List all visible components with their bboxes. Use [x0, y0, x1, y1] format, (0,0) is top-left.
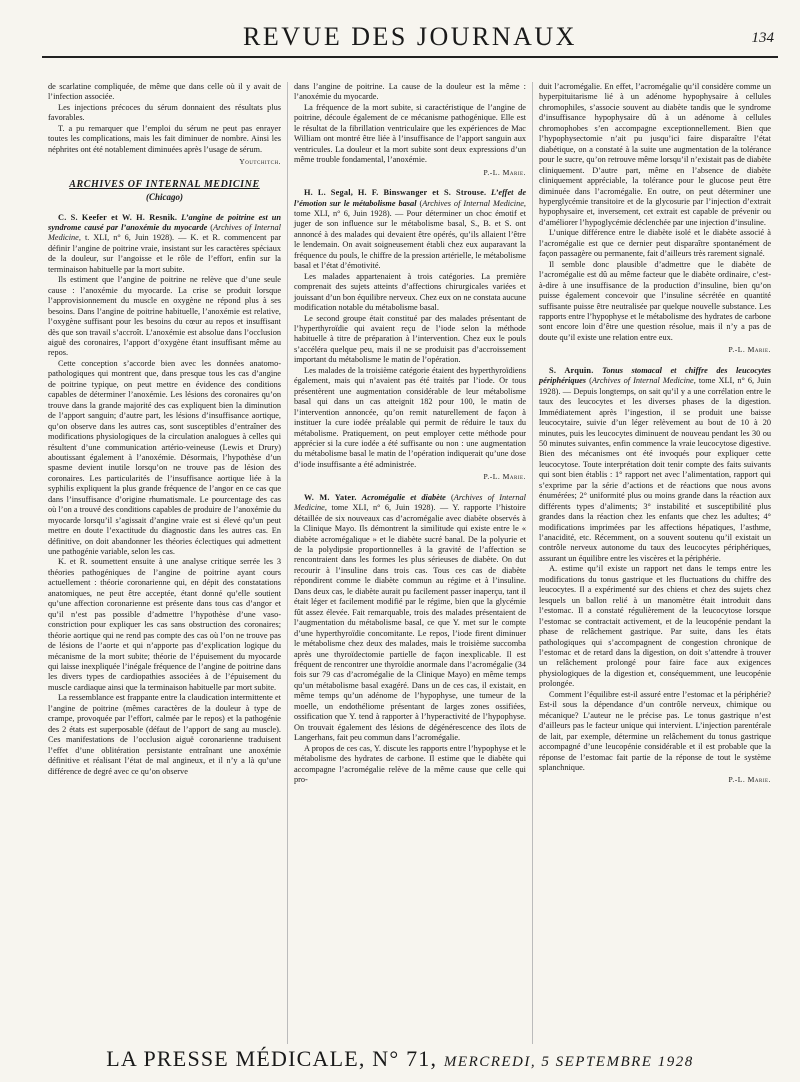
footer-date: MERCREDI, 5 SEPTEMBRE 1928 [443, 1054, 694, 1070]
paragraph: A. estime qu’il existe un rapport net dans le temps entre les modifications du tonus gastrique et les fluctuations du chiffre des leucocytes. Il a expérimenté sur des chiens et chez des sujets chez lesquels un ballon relié à un manomètre était introduit dans l’estomac. Il a constaté régulièrement de la leucocytose lorsque l’estomac se contractait activement, et de la leucopénie pendant la phase de relâchement gastrique. Par suite, dans les états pathologiques qui s’accompagnent de congestion chronique de l’estomac et de retard dans la digestion, on doit s’attendre à trouver un relâchement prolongé pour faire face aux exigences physiologiques de la digestion et, conséquemment, une leucopénie prolongée. [539, 564, 771, 689]
paragraph: Cette conception s’accorde bien avec les données anatomo-pathologiques qui montrent que, dans presque tous les cas d’angine de poitrine typique, on peut mettre en évidence des conditions capables de déterminer l’anoxémie. Les lésions des coronaires qu’on trouve dans la grande majorité des cas expliquent bien la diminution de l’apport sanguin; d’autre part, les lésions d’insuffisance aortique, qu’on observe dans les autres cas, sont susceptibles d’entraîner des modifications physiologiques de la circulation analogues à celles qui résultent d’une communication artério-veineuse (Lewis et Drury) aboutissant également à l’anoxémie. Désormais, l’hypothèse d’un spasme devient inutile lorsqu’on ne trouve pas de lésion des coronaires. Les particularités de l’insuffisance aortique liée à la syphilis expliquent la plus grande fréquence de l’angor en ce cas que dans l’insuffisance d’origine rhumatismale. Le pourcentage des cas où l’on a trouvé des conditions capables de produire de l’anoxémie du myocarde lorsqu’il s’agissait d’angine vraie est si élevé qu’un peut mettre en doute l’exactitude du diagnostic dans les autres cas. En définitive, on doit abandonner les théories éclectiques qui admettent une pathogénie variable, selon les cas. [48, 358, 281, 557]
article-columns [42, 82, 778, 1044]
paragraph: Les injections précoces du sérum donnaient des résultats plus favorables. [48, 102, 281, 123]
article-title: L’angine de poitrine est un syndrome causé par l’anoxémie du myocarde [48, 212, 281, 232]
signature: P.-L. Marie. [728, 775, 771, 785]
paragraph: Ils estiment que l’angine de poitrine ne relève que d’une seule cause : l’anoxémie du myocarde. La crise se produit lorsque l’approvisionnement du muscle en oxygène ne répond plus à ses besoins. Dans l’angine de poitrine habituelle, l’anoxémie est relative, l’oxygène suffisant pour les besoins du cœur au repos et insuffisant dès que son travail s’accroît. L’anoxémie est absolue dans l’occlusion aiguë des coronaires, l’apport d’oxygène étant insuffisant même au repos. [48, 275, 281, 358]
column-2 [287, 82, 532, 1044]
article-title: Tonus stomacal et chiffre des leucocytes périphériques [539, 365, 772, 386]
signature: P.-L. Marie. [483, 472, 526, 482]
paragraph: Il semble donc plausible d’admettre que le diabète de l’acromégalie est dû au même facteur que le diabète ordinaire, c’est-à-dire à une insuffisance de la production d’insuline, bien qu’on puisse également concevoir que l’insuline sécrétée en quantité suffisante puisse être neutralisée par quelque nouvelle substance. Les rapports entre l’hypophyse et le métabolisme des hydrates de carbone sont encore loin d’être une question résolue, mais il n’y a pas de doute qu’il existe une relation entre eux. [539, 259, 771, 342]
paragraph: Le second groupe était constitué par des malades présentant de l’hyperthyroïdie qui avaient reçu de l’iode selon la méthode habituelle à titre de préparation à l’intervention. Chez eux le pouls s’accéléra quelque peu, mais il ne se produisit pas d’accroissement important du métabolisme le matin de l’opération. [294, 313, 526, 365]
column-3 [532, 82, 777, 1044]
article-journal: Archives of Internal Medicine [294, 492, 526, 513]
paragraph: de scarlatine compliquée, de même que dans celle où il y avait de l’infection associée. [48, 82, 281, 102]
article-heading: H. L. Segal, H. F. Binswanger et S. Strouse. L’effet de l’émotion sur le métabolisme basal (Archives of Internal Medicine, tome XLI, n° 6, Juin 1928). — Pour déterminer un choc émotif et juger de son influence sur le métabolisme basal, S., B. et S. ont annoncé à des malades qui devaient être opérés, qu’ils allaient l’être le lendemain. On avait soigneusement établi chez eux auparavant la fréquence du pouls, le chiffre de la pression artérielle, le métabolisme basal et l’état d’émotivité. [294, 188, 526, 271]
paragraph: duit l’acromégalie. En effet, l’acromégalie qu’il considère comme un hyperpituitarisme lié à un adénome hypophysaire à cellules chromophiles, s’associe souvent au diabète tandis que le syndrome d’insuffisance hypophysaire dû à un adénome à cellules chromophobes s’en accompagne exceptionnellement. Bien que l’hypophysectomie n’ait pu jusqu’ici faire disparaître l’état diabétique, on a constaté à la suite une augmentation de la tolérance pour le sucre, qu’on retrouve même lorsqu’il n’existait pas de diabète cliniquement. D’autre part, même en l’absence de diabète cliniquement appréciable, la tolérance pour le glucose peut être diminuée dans l’acromégalie. En outre, on peut déterminer une hyperglycémie transitoire et de la glycosurie par l’injection d’extrait hypophysaire et, inversement, cet extrait est capable de prévenir ou d’améliorer l’hypoglycémie déclenchée par une injection d’insuline. [539, 82, 771, 227]
article-title: Acromégalie et diabète [361, 492, 446, 502]
paragraph: A propos de ces cas, Y. discute les rapports entre l’hypophyse et le métabolisme des hydrates de carbone. Il estime que le diabète qui accompagne l’acromégalie relève de la même cause que celle qui pro- [294, 743, 526, 784]
page-header [42, 18, 778, 58]
article-summary: , t. XLI, n° 6, Juin 1928). — K. et R. commencent par définir l’angine de poitrine vraie, insistant sur les caractères spéciaux de la douleur, sur l’angoisse et le rôle de l’effort, enfin sur la terminaison habituelle par la mort subite. [48, 233, 281, 274]
page-number: 134 [751, 30, 774, 46]
article-heading: W. M. Yater. Acromégalie et diabète (Archives of Internal Medicine, tome XLI, n° 6, Juin 1928). — Y. rapporte l’histoire détaillée de six nouveaux cas d’acromégalie avec diabète observés à la Clinique Mayo. Ils démontrent la similitude qui existe entre le « diabète acromégalique » et le diabète sucré banal. De la polyurie et de la polydipsie proportionnelles à la gravité de l’affection se rencontraient dans les formes les plus sérieuses de diabète. On dut recourir à l’insuline dans trois cas. Tous ces cas de diabète répondirent comme le diabète commun au régime et à l’insuline. Dans deux cas, le diabète aurait pu facilement passer inaperçu, tant il était léger et facilement modifié par le régime, bien que la glycémie fût assez élevée. Fait remarquable, trois des malades présentaient de l’augmentation du métabolisme basal, ce que Y. met sur le compte d’une hyperthyroïdie concomitante. Le repos, l’iode firent diminuer le métabolisme chez deux des malades, mais le troisième succomba après une thyroïdectomie partielle de façon inexplicable. Il est fréquent de rencontrer une thyroïdie anormale dans l’acromégalie (34 fois sur 79 cas d’acromégalie de la Clinique Mayo) en même temps qu’un métabolisme basal exagéré. Dans un de ces cas, il existait, en même temps qu’un adénome de l’hypophyse, une tumeur de la moelle, un endothéliome présentant de larges zones ossifiées, ossification que Y. tend à rapporter à l’hyperactivité de l’hypophyse. On trouvait également des lésions de dégénérescence des îlots de Langerhans, fait peu commun dans l’acromégalie. [294, 492, 526, 743]
footer-journal: LA PRESSE MÉDICALE, N° 71, [106, 1046, 438, 1071]
paragraph: La fréquence de la mort subite, si caractéristique de l’angine de poitrine, découle également de ce mécanisme pathogénique. Elle est le résultat de la fibrillation ventriculaire que les expériences de Mac William ont montré être liée à l’insuffisance de l’apport sanguin aux ventricules. La douleur et la mort subite sont deux expressions d’un même trouble fondamental, l’anoxémie. [294, 102, 526, 165]
paragraph: Comment l’équilibre est-il assuré entre l’estomac et la périphérie? Est-il sous la dépendance d’un contrôle nerveux, chimique ou mécanique? L’auteur ne le précise pas. Le tonus gastrique n’est d’ailleurs pas le facteur unique qui intervient. L’injection parentérale de lait, par exemple, détermine un relâchement du tonus gastrique accompagné d’une leucopénie considérable et il est probable que la réponse de l’estomac fait partie de la réponse de tout le système splanchnique. [539, 689, 771, 772]
article-heading: S. Arquin. Tonus stomacal et chiffre des leucocytes périphériques (Archives of Internal Medicine, tome XLI, n° 6, Juin 1928). — Depuis longtemps, on sait qu’il y a une corrélation entre le taux des leucocytes et les diverses phases de la digestion. Immédiatement après l’ingestion, il se produit une baisse leucocytaire, suivie d’un léger relèvement au bout de 10 à 20 minutes, puis les leucocytes diminuent de nouveau pendant les 30 ou 50 minutes suivantes, enfin commence la vraie leucocytose digestive. Bien des mécanismes ont été invoqués pour expliquer cette leucocytose. Toute interprétation doit tenir compte des faits suivants qui sont bien établis : 1° rapport net avec l’alimentation, rapport qui s’exprime par la série d’actions et de réactions que nous avons énumérées; 2° uniformité plus ou moins grande dans la réaction aux différents types d’aliments; 3° instabilité et susceptibilité plus grandes dans la réaction chez les enfants que chez les adultes; 4° modifications imprimées par les affections hépatiques, l’asthme, l’anacidité, etc. Récemment, on a souvent soutenu qu’il existait un contrôle nerveux autonome du taux des leucocytes périphériques, assurant un équilibre entre les viscères et la périphérie. [539, 365, 772, 563]
paragraph: Les malades de la troisième catégorie étaient des hyperthyroïdiens également, mais qui n’avaient pas été traités par l’iode. Or tous présentèrent une augmentation considérable de leur métabolisme basal qui dans un cas atteignit 182 pour 100, le matin de l’intervention annoncée, qu’on remit naturellement de façon à instituer la cure iodée préalable qui permit de réduire le taux du métabolisme. Pratiquement, on peut employer cette méthode pour apprécier si la cure iodée a été suffisante ou non : une augmentation du métabolisme basal le matin de l’opération indiquerait qu’une dose d’iode insuffisante a été administrée. [294, 365, 526, 469]
page-footer [0, 1046, 800, 1072]
header-rule [42, 56, 778, 58]
paragraph: Les malades appartenaient à trois catégories. La première comprenait des sujets atteints d’affections chirurgicales variées et jouissant d’un bon équilibre nerveux. Chez eux on ne constata aucune modification notable du métabolisme basal. [294, 271, 527, 313]
article-summary: , tome XLI, n° 6, Juin 1928). — Depuis longtemps, on sait qu’il y a une corrélation entre le taux des leucocytes et les diverses phases de la digestion. Immédiatement après l’ingestion, il se produit une baisse leucocytaire, suivie d’un léger relèvement au bout de 10 à 20 minutes, puis les leucocytes diminuent de nouveau pendant les 30 ou 50 minutes suivantes, enfin commence la vraie leucocytose digestive. Bien des mécanismes ont été invoqués pour expliquer cette leucocytose. Toute interprétation doit tenir compte des faits suivants qui sont bien établis : 1° rapport net avec l’alimentation, rapport qui s’exprime par la série d’actions et de réactions que nous avons énumérées; 2° uniformité plus ou moins grande dans la réaction aux différents types d’aliments; 3° instabilité et susceptibilité plus grandes dans la réaction chez les enfants que chez les adultes; 4° modifications imprimées par les affections hépatiques, l’asthme, l’anacidité, etc. Récemment, on a souvent soutenu qu’il existait un contrôle nerveux autonome du taux des leucocytes périphériques, assurant un équilibre entre les viscères et la périphérie. [539, 376, 772, 563]
paragraph: dans l’angine de poitrine. La cause de la douleur est la même : l’anoxémie du myocarde. [294, 82, 526, 102]
article-heading: C. S. Keefer et W. H. Resnik. L’angine de poitrine est un syndrome causé par l’anoxémie du myocarde (Archives of Internal Medicine, t. XLI, n° 6, Juin 1928). — K. et R. commencent par définir l’angine de poitrine vraie, insistant sur les caractères spéciaux de la douleur, sur l’angoisse et le rôle de l’effort, enfin sur la terminaison habituelle par la mort subite. [48, 212, 281, 274]
paragraph: K. et R. soumettent ensuite à une analyse critique serrée les 3 théories pathogéniques de l’angine de poitrine ayant cours actuellement : théorie coronarienne qui, en dépit des constatations anatomiques, ne peut être acceptée, étant donné qu’elle soutient qu’une affection coronarienne est présente dans tous cas d’angor et qu’il n’est pas possible d’admettre l’hypothèse d’une vaso-constriction pour expliquer les cas sans obstruction des coronaires; théorie aortique qui ne rend pas compte des cas où l’on ne trouve pas de lésions de l’aorte et qui n’apporte pas d’explication logique du mécanisme de la mort subite; théorie de l’épuisement du myocarde qui laisse inexpliquée l’inégale fréquence de l’angine de poitrine dans les divers types de cardiopathies associées à de l’épuisement du muscle cardiaque ainsi que la terminaison habituelle par mort subite. [48, 557, 281, 692]
paragraph: L’unique différence entre le diabète isolé et le diabète associé à l’acromégalie est que ce dernier peut disparaître spontanément de façon passagère ou permanente, fait d’ailleurs très rarement signalé. [539, 228, 771, 259]
article-authors: W. M. Yater. [304, 492, 357, 502]
journal-section-heading: ARCHIVES OF INTERNAL MEDICINE [69, 178, 260, 190]
article-authors: S. Arquin. [549, 365, 594, 375]
article-journal: Archives of Internal Medicine [48, 222, 281, 243]
article-journal: Archives of Internal Medicine [591, 376, 694, 386]
article-title: L’effet de l’émotion sur le métabolisme basal [294, 188, 526, 208]
article-authors: C. S. Keefer et W. H. Resnik. [58, 212, 178, 222]
journal-section-title: REVUE DES JOURNAUX [243, 22, 577, 51]
column-1 [42, 82, 287, 1044]
paragraph: La ressemblance est frappante entre la claudication intermittente et l’angine de poitrine (mêmes caractères de la douleur à type de crampe, provoquée par l’effort, calmée par le repos) et la pathogénie des 2 états est superposable (défaut de l’apport de sang au muscle). Ces manifestations de l’occlusion aiguë coronarienne traduisent l’effet d’une oblitération persistante entraînant une anoxémie définitive et réalisant l’état de mal angineux, et il n’y a là qu’une différence de degré avec ce qu’on observe [48, 693, 281, 776]
signature: P.-L. Marie. [728, 345, 771, 355]
journal-section-location: (Chicago) [146, 192, 183, 203]
signature: Youtchitch. [239, 157, 281, 167]
article-authors: H. L. Segal, H. F. Binswanger et S. Strouse. [304, 188, 487, 198]
signature: P.-L. Marie. [483, 167, 526, 177]
article-summary: , tome XLI, n° 6, Juin 1928). — Pour déterminer un choc émotif et juger de son influence sur le métabolisme basal, S., B. et S. ont annoncé à des malades qui devaient être opérés, qu’ils allaient l’être le lendemain. On avait soigneusement établi chez eux auparavant la fréquence du pouls, le chiffre de la pression artérielle, le métabolisme basal et l’état d’émotivité. [294, 198, 526, 271]
article-summary: , tome XLI, n° 6, Juin 1928). — Y. rapporte l’histoire détaillée de six nouveaux cas d’acromégalie avec diabète observés à la Clinique Mayo. Ils démontrent la similitude qui existe entre le « diabète acromégalique » et le diabète sucré banal. De la polyurie et de la polydipsie proportionnelles à la gravité de l’affection se rencontraient dans les formes les plus sérieuses de diabète. On dut recourir à l’insuline dans trois cas. Tous ces cas de diabète répondirent comme le diabète commun au régime et à l’insuline. Dans deux cas, le diabète aurait pu facilement passer inaperçu, tant il était léger et facilement modifié par le régime, bien que la glycémie fût assez élevée. Fait remarquable, trois des malades présentaient de l’augmentation du métabolisme basal, ce que Y. met sur le compte d’une hyperthyroïdie concomitante. Le repos, l’iode firent diminuer le métabolisme chez deux des malades, mais le troisième succomba après une thyroïdectomie partielle de façon inexplicable. Il est fréquent de rencontrer une thyroïdie anormale dans l’acromégalie (34 fois sur 79 cas d’acromégalie de la Clinique Mayo) en même temps qu’un métabolisme basal exagéré. Dans un de ces cas, il existait, en même temps qu’un adénome de l’hypophyse, une tumeur de la moelle, un endothéliome présentant de larges zones ossifiées, ossification que Y. tend à rapporter à l’hyperactivité de l’hypophyse. On trouvait également des lésions de dégénérescence des îlots de Langerhans, fait peu commun dans l’acromégalie. [294, 503, 526, 743]
paragraph: T. a pu remarquer que l’emploi du sérum ne peut pas enrayer toutes les complications, mais les fait diminuer de nombre. Ainsi les néphrites ont été notablement diminuées après l’usage de sérum. [48, 123, 281, 154]
article-journal: Archives of Internal Medicine [422, 198, 524, 208]
